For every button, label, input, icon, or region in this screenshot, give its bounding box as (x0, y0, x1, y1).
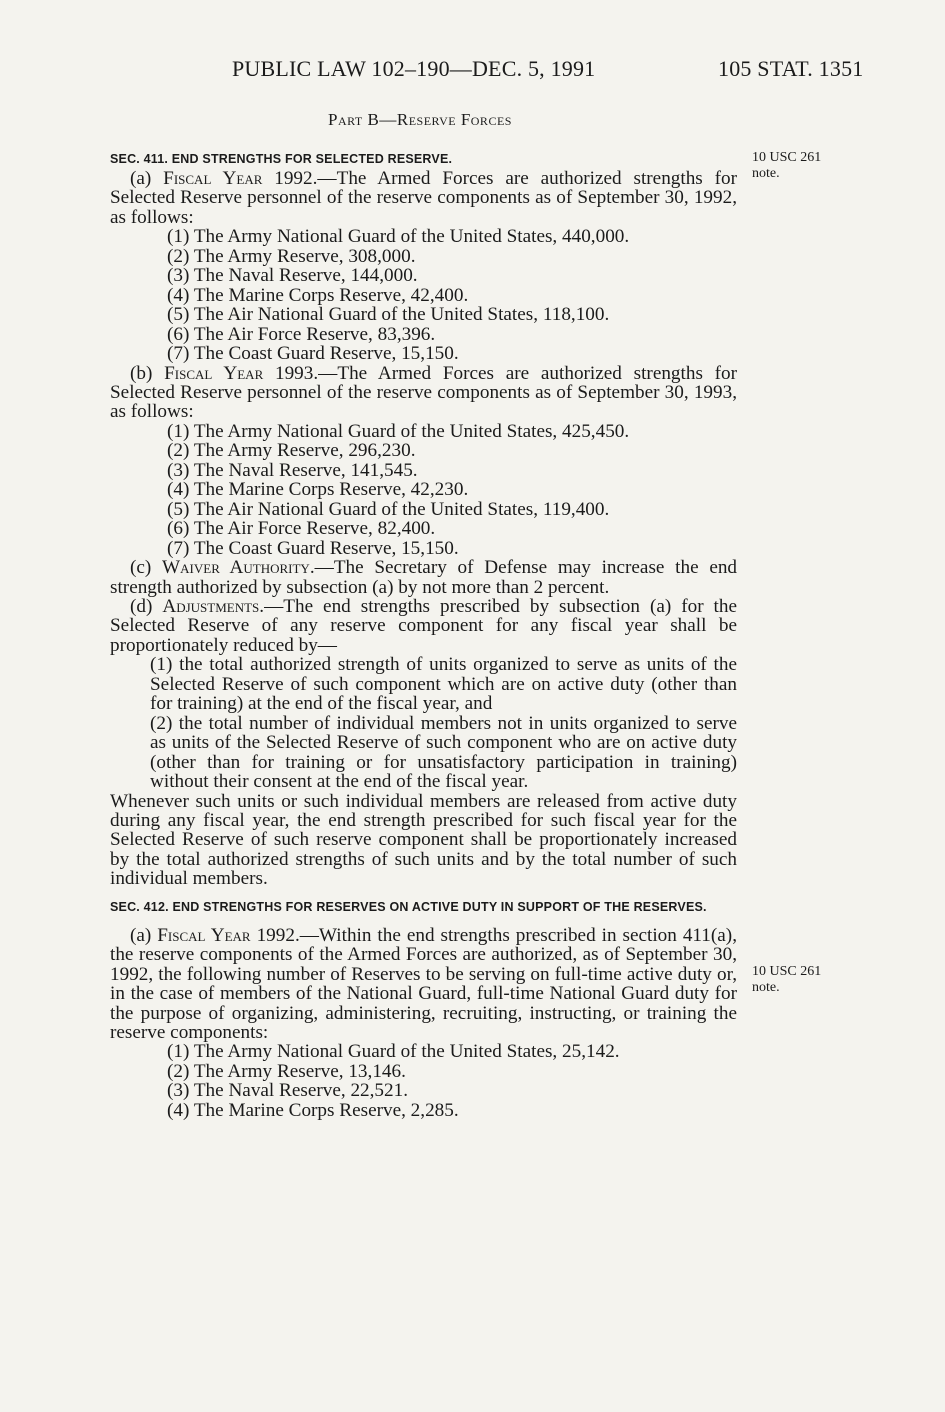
part-heading: Part B—Reserve Forces (328, 110, 512, 129)
list-item: (2) The Army Reserve, 296,230. (167, 440, 416, 462)
list-item: (4) The Marine Corps Reserve, 42,400. (167, 284, 469, 306)
margin-note-sec412 (752, 964, 821, 996)
list-item: (7) The Coast Guard Reserve, 15,150. (167, 537, 459, 559)
subsection-caption: Fiscal Year (157, 924, 251, 946)
paragraph-item: (2) the total number of individual members not in units organized to serve as units of the Selected Reserve of such component who are on active duty (other than for training or for unsatisfactory participation in training) without their consent at the end of the fiscal year. (150, 712, 737, 793)
list-item: (4) The Marine Corps Reserve, 42,230. (167, 479, 469, 501)
list-item: (6) The Air Force Reserve, 83,396. (167, 323, 436, 345)
paragraph-item: (1) the total authorized strength of units organized to serve as units of the Selected Reserve of such component which are on active duty (other than for training) at the end of the fiscal year, and (150, 654, 737, 715)
subsection-411-a: (a) Fiscal Year 1992.—The Armed Forces are authorized strengths for Selected Reserve personnel of the reserve components as of September 30, 1992, as follows: (110, 168, 738, 228)
margin-note-label: note. (752, 166, 780, 181)
list-item: (2) The Army Reserve, 13,146. (167, 1060, 406, 1082)
subsection-411-d: (d) Adjustments.—The end strengths prescribed by subsection (a) for the Selected Reserve of any reserve component for any fiscal year shall be proportionately reduced by— (110, 595, 737, 656)
list-item: (1) The Army National Guard of the United States, 25,142. (167, 1041, 620, 1063)
subsection-411-b: (b) Fiscal Year 1993.—The Armed Forces are authorized strengths for Selected Reserve personnel of the reserve components as of September 30, 1993, as follows: (110, 362, 738, 423)
subsection-caption: Fiscal Year (163, 168, 263, 189)
margin-note-citation: 10 USC 261 (752, 964, 822, 979)
list-item: (2) The Army Reserve, 308,000. (167, 245, 416, 267)
section-411-heading: SEC. 411. END STRENGTHS FOR SELECTED RESERVE. (110, 152, 453, 166)
running-header-title: PUBLIC LAW 102–190—DEC. 5, 1991 (232, 56, 596, 81)
list-item: (5) The Air National Guard of the United States, 119,400. (167, 498, 610, 520)
list-item: (3) The Naval Reserve, 22,521. (167, 1080, 409, 1102)
list-item: (4) The Marine Corps Reserve, 2,285. (167, 1099, 459, 1121)
margin-note-citation: 10 USC 261 (752, 150, 822, 165)
margin-note-sec411 (752, 150, 821, 182)
list-item: (1) The Army National Guard of the United States, 440,000. (167, 226, 630, 248)
subsection-caption: Fiscal Year (164, 362, 264, 384)
document-body (110, 150, 737, 1120)
list-item: (3) The Naval Reserve, 141,545. (167, 459, 418, 481)
list-item: (6) The Air Force Reserve, 82,400. (167, 518, 436, 540)
subsection-caption: Waiver Authority (162, 557, 310, 579)
list-item: (3) The Naval Reserve, 144,000. (167, 265, 418, 287)
list-item: (7) The Coast Guard Reserve, 15,150. (167, 343, 459, 365)
subsection-411-c: (c) Waiver Authority.—The Secretary of Defense may increase the end strength authorized by subsection (a) by not more than 2 percent. (110, 557, 738, 598)
section-412-heading: SEC. 412. END STRENGTHS FOR RESERVES ON ACTIVE DUTY IN SUPPORT OF THE RESERVES. (110, 899, 707, 914)
list-item: (1) The Army National Guard of the United States, 425,450. (167, 420, 630, 442)
subsection-412-a: (a) Fiscal Year 1992.—Within the end strengths prescribed in section 411(a), the reserve components of the Armed Forces are authorized, as of September 30, 1992, the following number of Reserves to be serving on full-time active duty or, in the case of members of the National Guard, full-time National Guard duty for the purpose of organizing, administering, recruiting, instructing, or training the reserve components: (110, 924, 737, 1044)
closing-paragraph: Whenever such units or such individual members are released from active duty during any fiscal year, the end strength prescribed for such fiscal year for the Selected Reserve of such reserve component shall be proportionately increased by the total authorized strengths of such units and by the total number of such individual members. (110, 790, 737, 890)
subsection-caption: Adjustments (162, 595, 260, 617)
list-item: (5) The Air National Guard of the United States, 118,100. (167, 304, 610, 326)
margin-note-label: note. (752, 980, 780, 995)
running-header-stat-page: 105 STAT. 1351 (718, 56, 864, 81)
